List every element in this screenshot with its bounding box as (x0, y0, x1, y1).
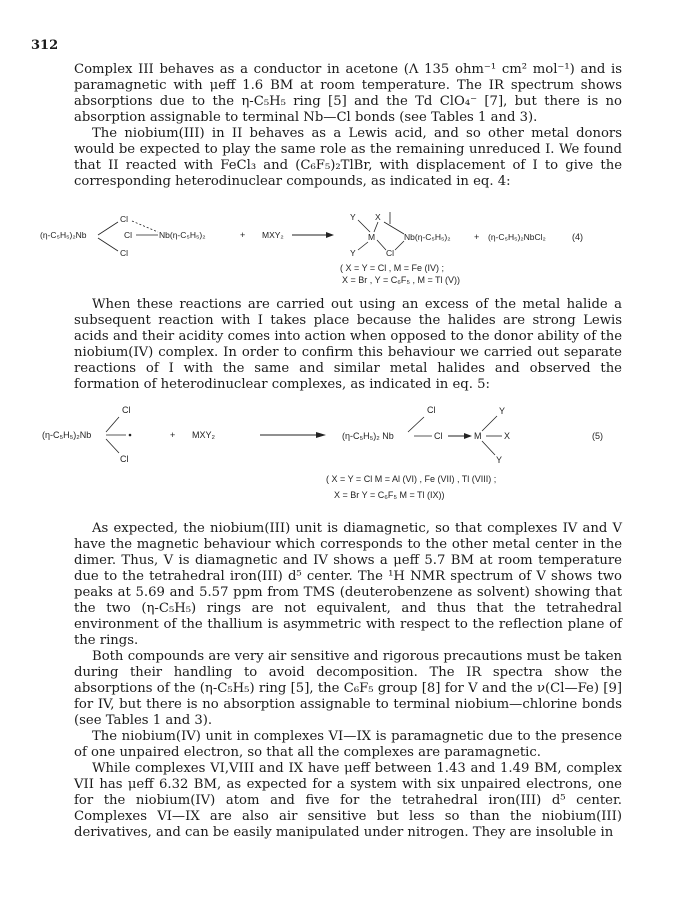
eq4-bond (98, 222, 118, 235)
eq4-byproduct: (η-C₅H₅)₂NbCl₂ (488, 232, 546, 242)
paragraph: The niobium(III) in II behaves as a Lewis acid, and so other metal donors would be expected to play the same role as the remaining unreduced I. We found that II reacted with FeCl₃ and (C₆F₅)₂TlBr, with displacement of I to give the corresponding heterodinuclear compounds, as indicated in eq. 4: (74, 126, 622, 189)
eq4-product-m: M (368, 232, 376, 242)
eq4-product-cl: Cl (386, 248, 395, 258)
paragraph: When these reactions are carried out using an excess of the metal halide a subsequent reaction with I takes place because the halides are strong Lewis acids and their acidity comes into action when opposed to the donor ability of the niobium(IV) complex. In order to confirm this behaviour we carried out separate reactions of I with the same and similar metal halides and observed the formation of heterodinuclear complexes, as indicated in eq. 5: (74, 297, 622, 392)
eq4-bond (395, 241, 404, 250)
eq5-product-nb: (η-C₅H₅)₂ Nb (342, 431, 394, 441)
eq4-cl-top: Cl (120, 214, 129, 224)
eq5-cl-bottom: Cl (120, 454, 129, 464)
eq4-bond (358, 220, 370, 232)
eq4-bond (358, 242, 368, 250)
eq5-bond (482, 441, 495, 455)
paragraph: While complexes VI,VIII and IX have μeff between 1.43 and 1.49 BM, complex VII has μeff 6.32 BM, as expected for a system with six unpaired electrons, one for the niobium(IV) atom and five for the tetrahedral iron(III) d⁵ center. Complexes VI—IX are also air sensitive but less so than the niobium(III) derivatives, and can be easily manipulated under nitrogen. They are insoluble in (74, 761, 622, 840)
page-number: 312 (31, 38, 59, 53)
eq4-condition-2: X = Br , Y = C₆F₅ , M = Tl (V)) (342, 275, 461, 285)
eq4-plus: + (240, 230, 246, 240)
eq4-reactant-left: (η-C₅H₅)₂Nb (40, 230, 87, 240)
eq5-bond (408, 417, 424, 432)
eq5-conditions (326, 471, 496, 503)
eq4-bond (384, 222, 404, 234)
paragraph: Both compounds are very air sensitive and rigorous precautions must be taken during their handling to avoid decomposition. The IR spectra show the absorptions of the (η-C₅H₅) ring [5], the C₆F₅ group [8] for V and the ν(Cl—Fe) [9] for IV, but there is no absorption assignable to terminal niobium—chlorine bonds (see Tables 1 and 3). (74, 649, 622, 728)
eq4-cl-mid: Cl (124, 230, 133, 240)
eq5-bond (106, 439, 119, 453)
paragraph: The niobium(IV) unit in complexes VI—IX is paramagnetic due to the presence of one unpaired electron, so that all the complexes are paramagnetic. (74, 729, 622, 760)
eq5-product-cl-bridge: Cl (434, 431, 443, 441)
equation-5 (40, 401, 640, 511)
eq5-arrow-head-2 (464, 433, 472, 439)
eq4-condition-1: ( X = Y = Cl , M = Fe (IV) ; (340, 263, 444, 273)
eq5-radical-dot (129, 434, 132, 437)
paragraph: As expected, the niobium(III) unit is diamagnetic, so that complexes IV and V have the magnetic behaviour which corresponds to the other metal center in the dimer. Thus, V is diamagnetic and IV shows a μeff 5.7 BM at room temperature due to the tetrahedral iron(III) d⁵ center. The ¹H NMR spectrum of V shows two peaks at 5.69 and 5.57 ppm from TMS (deuterobenzene as solvent) showing that the two (η-C₅H₅) rings are not equivalent, and thus that the tetrahedral environment of the thallium is asymmetric with respect to the reflection plane of the rings. (74, 521, 622, 648)
eq5-product-m: M (474, 431, 482, 441)
eq4-product-y-bottom: Y (350, 248, 356, 258)
eq5-plus: + (170, 430, 176, 440)
eq5-arrow-head (316, 432, 326, 438)
eq5-product-x: X (504, 431, 511, 441)
eq5-label: (5) (592, 431, 603, 441)
eq4-arrow-head (326, 232, 334, 238)
eq4-bond (132, 221, 158, 232)
eq4-conditions (340, 262, 460, 286)
eq5-bond (482, 416, 497, 431)
eq4-product-y-top: Y (350, 212, 356, 222)
eq4-plus-2: + (474, 232, 480, 242)
eq5-condition-2: X = Br Y = C₆F₅ M = Tl (IX)) (334, 490, 445, 500)
eq5-reagent: MXY₂ (192, 430, 215, 440)
eq5-condition-1: ( X = Y = Cl M = Al (VI) , Fe (VII) , Tl (VIII) ; (326, 474, 497, 484)
eq5-bond (106, 417, 119, 432)
eq4-cl-bottom: Cl (120, 248, 129, 258)
eq5-product-y-bottom: Y (496, 455, 503, 465)
eq4-reagent: MXY₂ (262, 230, 284, 240)
eq4-product-x: X (375, 212, 381, 222)
eq4-bond (377, 240, 386, 250)
eq5-product-cl-top: Cl (427, 405, 436, 415)
eq5-reactant: (η-C₅H₅)₂Nb (42, 430, 92, 440)
eq5-cl-top: Cl (122, 405, 131, 415)
eq4-bond (374, 222, 378, 232)
eq4-product-nb: Nb(η-C₅H₅)₂ (404, 232, 451, 242)
paragraph: Complex III behaves as a conductor in acetone (Λ 135 ohm⁻¹ cm² mol⁻¹) and is paramagnetic with μeff 1.6 BM at room temperature. The IR spectrum shows absorptions due to the η-C₅H₅ ring [5] and the Td ClO₄⁻ [7], but there is no absorption assignable to terminal Nb—Cl bonds (see Tables 1 and 3). (74, 62, 622, 125)
eq4-label: (4) (572, 232, 583, 242)
eq4-reactant-right: Nb(η-C₅H₅)₂ (159, 230, 206, 240)
eq4-bond (98, 238, 118, 251)
equation-4 (40, 208, 640, 288)
eq5-product-y-top: Y (499, 406, 506, 416)
